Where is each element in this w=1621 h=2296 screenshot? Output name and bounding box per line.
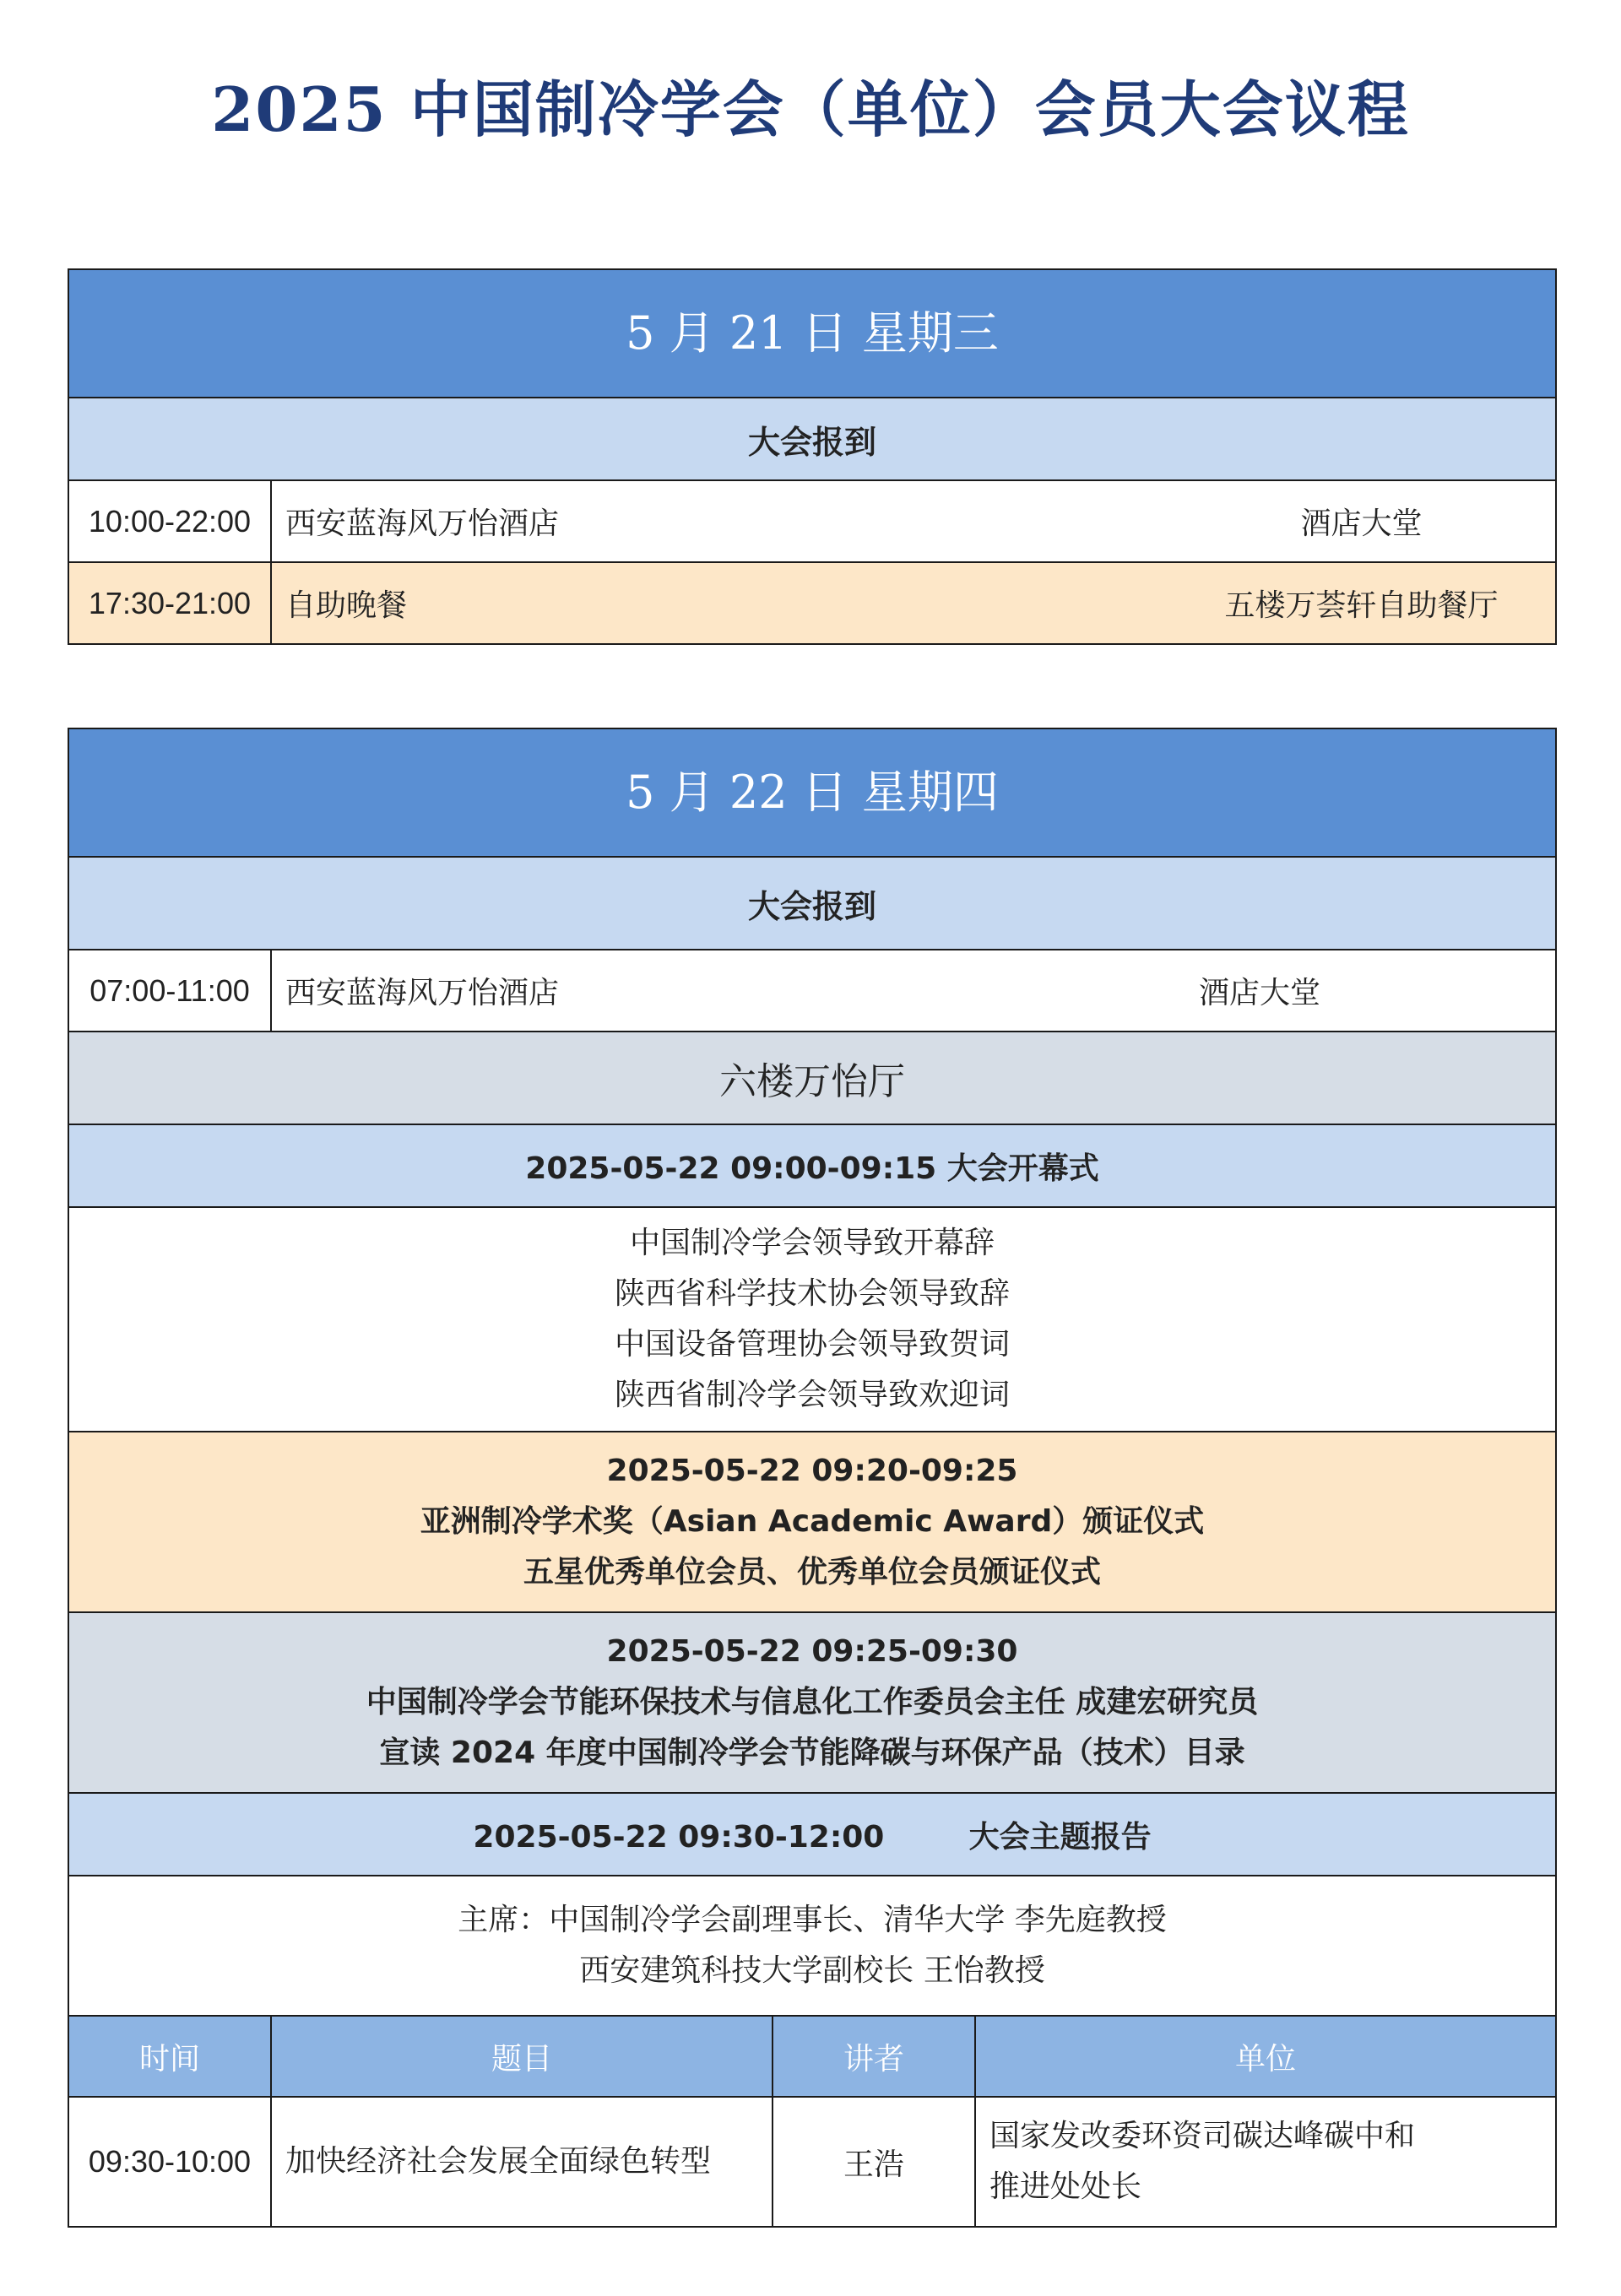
venue-row	[68, 1032, 1556, 1124]
day1-row	[68, 480, 1556, 562]
opening-title-row	[68, 1124, 1556, 1207]
day2-registration-event: 西安蓝海风万怡酒店	[271, 950, 975, 1032]
opening-speeches-row	[68, 1207, 1556, 1432]
day2-header: 5 月 22 日 星期四	[68, 728, 1556, 857]
day2-registration-location: 酒店大堂	[975, 950, 1556, 1032]
catalog-line: 中国制冷学会节能环保技术与信息化工作委员会主任 成建宏研究员	[366, 1685, 1259, 1719]
day1-header: 5 月 21 日 星期三	[68, 269, 1556, 398]
chair-line: 西安建筑科技大学副校长 王怡教授	[579, 1953, 1045, 1988]
keynote-chairs	[68, 1876, 1556, 2016]
award-row	[68, 1432, 1556, 1612]
page-title: 2025 中国制冷学会（单位）会员大会议程	[211, 73, 1410, 145]
day1-row-time: 10:00-22:00	[68, 480, 271, 562]
day1-row-location: 酒店大堂	[1168, 480, 1556, 562]
day1-registration-label: 大会报到	[68, 398, 1556, 480]
talk-org-line: 国家发改委环资司碳达峰碳中和	[989, 2119, 1416, 2153]
day1-section-row	[68, 398, 1556, 480]
column-header-org: 单位	[975, 2016, 1556, 2097]
chair-line: 主席：中国制冷学会副理事长、清华大学 李先庭教授	[458, 1903, 1167, 1937]
talk-speaker: 王浩	[773, 2097, 975, 2227]
talks-column-header-row	[68, 2016, 1556, 2097]
speech-item: 中国设备管理协会领导致贺词	[615, 1327, 1011, 1362]
day2-agenda-table	[68, 728, 1557, 2228]
speech-item: 中国制冷学会领导致开幕辞	[630, 1226, 995, 1260]
award-line: 五星优秀单位会员、优秀单位会员颁证仪式	[523, 1555, 1102, 1589]
catalog-announcement	[68, 1612, 1556, 1793]
talk-time: 09:30-10:00	[68, 2097, 271, 2227]
venue-label: 六楼万怡厅	[68, 1032, 1556, 1124]
day1-row	[68, 562, 1556, 644]
column-header-topic: 题目	[271, 2016, 773, 2097]
talk-row	[68, 2097, 1556, 2227]
day1-row-event: 西安蓝海风万怡酒店	[271, 480, 1168, 562]
day1-row-event: 自助晚餐	[271, 562, 1168, 644]
award-ceremony	[68, 1432, 1556, 1612]
catalog-time: 2025-05-22 09:25-09:30	[606, 1634, 1018, 1669]
award-time: 2025-05-22 09:20-09:25	[606, 1454, 1018, 1488]
catalog-line: 宣读 2024 年度中国制冷学会节能降碳与环保产品（技术）目录	[379, 1736, 1245, 1770]
day2-registration-time: 07:00-11:00	[68, 950, 271, 1032]
opening-speeches	[68, 1207, 1556, 1432]
day2-registration-label: 大会报到	[68, 857, 1556, 950]
keynote-title: 2025-05-22 09:30-12:00 大会主题报告	[68, 1793, 1556, 1876]
speech-item: 陕西省科学技术协会领导致辞	[615, 1276, 1011, 1311]
talk-org	[975, 2097, 1556, 2227]
keynote-title-row	[68, 1793, 1556, 1876]
day1-row-location: 五楼万荟轩自助餐厅	[1168, 562, 1556, 644]
day1-row-time: 17:30-21:00	[68, 562, 271, 644]
catalog-row	[68, 1612, 1556, 1793]
day1-header-row	[68, 269, 1556, 398]
day1-agenda-table	[68, 268, 1557, 645]
talk-org-line: 推进处处长	[989, 2169, 1142, 2204]
speech-item: 陕西省制冷学会领导致欢迎词	[615, 1378, 1011, 1412]
day2-header-row	[68, 728, 1556, 857]
opening-ceremony-title: 2025-05-22 09:00-09:15 大会开幕式	[68, 1124, 1556, 1207]
award-line: 亚洲制冷学术奖（Asian Academic Award）颁证仪式	[420, 1504, 1205, 1539]
talk-topic: 加快经济社会发展全面绿色转型	[271, 2097, 773, 2227]
column-header-speaker: 讲者	[773, 2016, 975, 2097]
day2-registration-row	[68, 950, 1556, 1032]
day2-section-row	[68, 857, 1556, 950]
column-header-time: 时间	[68, 2016, 271, 2097]
keynote-chairs-row	[68, 1876, 1556, 2016]
